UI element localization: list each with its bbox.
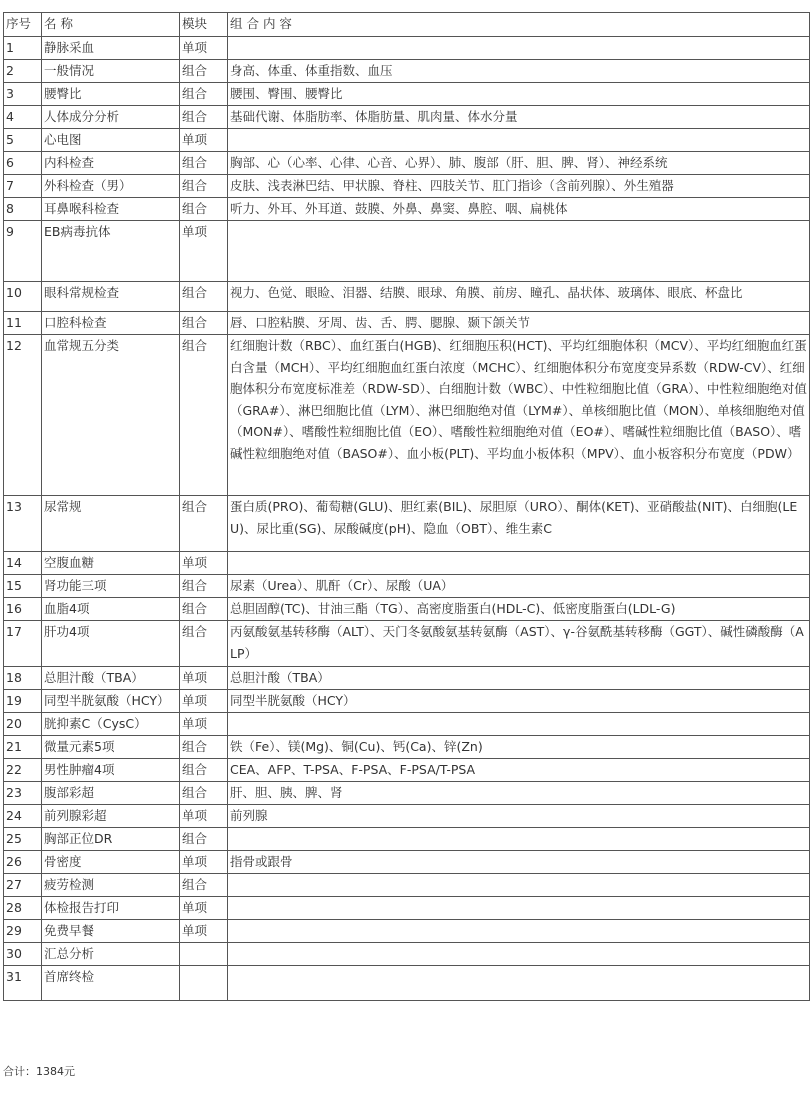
- cell-num: 10: [4, 282, 42, 312]
- cell-name: 前列腺彩超: [42, 805, 180, 828]
- cell-module: 组合: [180, 83, 228, 106]
- cell-content: [228, 966, 810, 1001]
- cell-num: 31: [4, 966, 42, 1001]
- table-row: [4, 621, 810, 667]
- table-row: [4, 828, 810, 851]
- table-row: [4, 312, 810, 335]
- cell-name: 腰臀比: [42, 83, 180, 106]
- cell-num: 6: [4, 152, 42, 175]
- cell-module: 单项: [180, 221, 228, 282]
- cell-content: 丙氨酸氨基转移酶（ALT）、天门冬氨酸氨基转氨酶（AST）、γ-谷氨酰基转移酶（GGT）、碱性磷酸酶（ALP）: [228, 621, 810, 667]
- cell-module: 组合: [180, 621, 228, 667]
- cell-name: 耳鼻喉科检查: [42, 198, 180, 221]
- header-module: 模块: [180, 13, 228, 37]
- table-row: [4, 736, 810, 759]
- table-row: [4, 966, 810, 1001]
- cell-name: 静脉采血: [42, 37, 180, 60]
- cell-num: 24: [4, 805, 42, 828]
- cell-content: 身高、体重、体重指数、血压: [228, 60, 810, 83]
- cell-module: 组合: [180, 312, 228, 335]
- cell-module: 组合: [180, 828, 228, 851]
- cell-content: 铁（Fe）、镁(Mg)、铜(Cu)、钙(Ca)、锌(Zn): [228, 736, 810, 759]
- cell-content: 视力、色觉、眼睑、泪器、结膜、眼球、角膜、前房、瞳孔、晶状体、玻璃体、眼底、杯盘比: [228, 282, 810, 312]
- cell-num: 15: [4, 575, 42, 598]
- cell-name: 眼科常规检查: [42, 282, 180, 312]
- cell-module: 组合: [180, 782, 228, 805]
- exam-package-table: [3, 12, 810, 1001]
- cell-module: 组合: [180, 60, 228, 83]
- cell-module: 组合: [180, 874, 228, 897]
- cell-content: [228, 897, 810, 920]
- cell-module: [180, 943, 228, 966]
- cell-num: 20: [4, 713, 42, 736]
- table-row: [4, 60, 810, 83]
- table-row: [4, 198, 810, 221]
- cell-name: 内科检查: [42, 152, 180, 175]
- cell-content: 皮肤、浅表淋巴结、甲状腺、脊柱、四肢关节、肛门指诊（含前列腺）、外生殖器: [228, 175, 810, 198]
- cell-module: 单项: [180, 713, 228, 736]
- cell-module: 组合: [180, 106, 228, 129]
- cell-num: 22: [4, 759, 42, 782]
- cell-content: 总胆汁酸（TBA）: [228, 667, 810, 690]
- cell-name: 体检报告打印: [42, 897, 180, 920]
- cell-num: 1: [4, 37, 42, 60]
- cell-num: 11: [4, 312, 42, 335]
- cell-name: 免费早餐: [42, 920, 180, 943]
- table-row: [4, 496, 810, 552]
- cell-num: 17: [4, 621, 42, 667]
- table-row: [4, 782, 810, 805]
- cell-name: 一般情况: [42, 60, 180, 83]
- cell-module: 单项: [180, 667, 228, 690]
- table-row: [4, 713, 810, 736]
- cell-module: 单项: [180, 552, 228, 575]
- cell-name: 同型半胱氨酸（HCY）: [42, 690, 180, 713]
- cell-num: 7: [4, 175, 42, 198]
- cell-num: 12: [4, 335, 42, 496]
- cell-name: 疲劳检测: [42, 874, 180, 897]
- cell-num: 14: [4, 552, 42, 575]
- cell-content: 腰围、臀围、腰臀比: [228, 83, 810, 106]
- cell-content: [228, 129, 810, 152]
- cell-name: 心电图: [42, 129, 180, 152]
- cell-name: 肾功能三项: [42, 575, 180, 598]
- cell-content: [228, 920, 810, 943]
- header-num: 序号: [4, 13, 42, 37]
- cell-module: [180, 966, 228, 1001]
- table-row: [4, 335, 810, 496]
- cell-num: 19: [4, 690, 42, 713]
- cell-content: 尿素（Urea）、肌酐（Cr）、尿酸（UA）: [228, 575, 810, 598]
- table-row: [4, 575, 810, 598]
- table-row: [4, 83, 810, 106]
- header-content: 组 合 内 容: [228, 13, 810, 37]
- cell-content: 基础代谢、体脂肪率、体脂肪量、肌肉量、体水分量: [228, 106, 810, 129]
- cell-module: 组合: [180, 575, 228, 598]
- cell-module: 单项: [180, 851, 228, 874]
- cell-content: [228, 943, 810, 966]
- cell-num: 26: [4, 851, 42, 874]
- cell-content: 唇、口腔粘膜、牙周、齿、舌、腭、腮腺、颞下颌关节: [228, 312, 810, 335]
- cell-module: 单项: [180, 690, 228, 713]
- cell-num: 5: [4, 129, 42, 152]
- cell-content: 红细胞计数（RBC）、血红蛋白(HGB)、红细胞压积(HCT)、平均红细胞体积（MCV）、平均红细胞血红蛋白含量（MCH）、平均红细胞血红蛋白浓度（MCHC）、红细胞体积分布宽度变异系数（RDW-CV）、红细胞体积分布宽度标准差（RDW-SD）、白细胞计数（WBC）、中性粒细胞比值（GRA）、中性粒细胞绝对值（GRA#）、淋巴细胞比值（LYM）、淋巴细胞绝对值（LYM#）、单核细胞比值（MON）、单核细胞绝对值（MON#）、嗜酸性粒细胞比值（EO）、嗜酸性粒细胞绝对值（EO#）、嗜碱性粒细胞比值（BASO）、嗜碱性粒细胞绝对值（BASO#）、血小板(PLT)、平均血小板体积（MPV）、血小板容积分布宽度（PDW）: [228, 335, 810, 496]
- cell-name: 总胆汁酸（TBA）: [42, 667, 180, 690]
- cell-content: [228, 713, 810, 736]
- cell-name: 血常规五分类: [42, 335, 180, 496]
- table-row: [4, 920, 810, 943]
- cell-content: [228, 552, 810, 575]
- cell-name: 尿常规: [42, 496, 180, 552]
- cell-content: 同型半胱氨酸（HCY）: [228, 690, 810, 713]
- cell-name: 肝功4项: [42, 621, 180, 667]
- cell-name: 外科检查（男）: [42, 175, 180, 198]
- cell-name: 胱抑素C（CysC）: [42, 713, 180, 736]
- table-row: [4, 667, 810, 690]
- cell-name: 腹部彩超: [42, 782, 180, 805]
- cell-name: 人体成分分析: [42, 106, 180, 129]
- cell-num: 8: [4, 198, 42, 221]
- cell-name: 骨密度: [42, 851, 180, 874]
- cell-name: EB病毒抗体: [42, 221, 180, 282]
- cell-name: 口腔科检查: [42, 312, 180, 335]
- cell-num: 28: [4, 897, 42, 920]
- cell-num: 18: [4, 667, 42, 690]
- table-row: [4, 690, 810, 713]
- cell-content: 肝、胆、胰、脾、肾: [228, 782, 810, 805]
- table-row: [4, 129, 810, 152]
- cell-num: 29: [4, 920, 42, 943]
- table-row: [4, 943, 810, 966]
- total-price: 合计：1384元: [3, 1065, 75, 1078]
- cell-module: 组合: [180, 335, 228, 496]
- table-header-row: [4, 13, 810, 37]
- table-row: [4, 152, 810, 175]
- cell-num: 2: [4, 60, 42, 83]
- cell-name: 微量元素5项: [42, 736, 180, 759]
- cell-content: [228, 874, 810, 897]
- cell-module: 单项: [180, 805, 228, 828]
- cell-num: 9: [4, 221, 42, 282]
- cell-content: 总胆固醇(TC)、甘油三酯（TG）、高密度脂蛋白(HDL-C)、低密度脂蛋白(LDL-G): [228, 598, 810, 621]
- cell-content: CEA、AFP、T-PSA、F-PSA、F-PSA/T-PSA: [228, 759, 810, 782]
- cell-num: 27: [4, 874, 42, 897]
- table-row: [4, 897, 810, 920]
- cell-num: 23: [4, 782, 42, 805]
- cell-content: [228, 828, 810, 851]
- cell-num: 3: [4, 83, 42, 106]
- cell-name: 血脂4项: [42, 598, 180, 621]
- table-row: [4, 759, 810, 782]
- cell-num: 16: [4, 598, 42, 621]
- table-row: [4, 805, 810, 828]
- cell-content: 前列腺: [228, 805, 810, 828]
- cell-num: 30: [4, 943, 42, 966]
- cell-name: 男性肿瘤4项: [42, 759, 180, 782]
- header-name: 名 称: [42, 13, 180, 37]
- cell-name: 空腹血糖: [42, 552, 180, 575]
- table-row: [4, 282, 810, 312]
- table-row: [4, 851, 810, 874]
- cell-module: 组合: [180, 198, 228, 221]
- cell-name: 汇总分析: [42, 943, 180, 966]
- cell-module: 组合: [180, 152, 228, 175]
- table-row: [4, 37, 810, 60]
- cell-module: 组合: [180, 759, 228, 782]
- cell-module: 组合: [180, 496, 228, 552]
- cell-num: 13: [4, 496, 42, 552]
- cell-module: 组合: [180, 175, 228, 198]
- cell-content: 胸部、心（心率、心律、心音、心界）、肺、腹部（肝、胆、脾、肾）、神经系统: [228, 152, 810, 175]
- cell-content: [228, 221, 810, 282]
- cell-name: 首席终检: [42, 966, 180, 1001]
- cell-module: 单项: [180, 37, 228, 60]
- table-row: [4, 221, 810, 282]
- table-row: [4, 175, 810, 198]
- cell-num: 21: [4, 736, 42, 759]
- table-row: [4, 106, 810, 129]
- cell-module: 组合: [180, 282, 228, 312]
- cell-name: 胸部正位DR: [42, 828, 180, 851]
- cell-num: 25: [4, 828, 42, 851]
- cell-content: 指骨或跟骨: [228, 851, 810, 874]
- cell-content: 听力、外耳、外耳道、鼓膜、外鼻、鼻窦、鼻腔、咽、扁桃体: [228, 198, 810, 221]
- table-row: [4, 598, 810, 621]
- cell-module: 单项: [180, 897, 228, 920]
- cell-module: 组合: [180, 736, 228, 759]
- cell-module: 单项: [180, 129, 228, 152]
- table-row: [4, 552, 810, 575]
- cell-module: 单项: [180, 920, 228, 943]
- table-row: [4, 874, 810, 897]
- cell-module: 组合: [180, 598, 228, 621]
- cell-content: [228, 37, 810, 60]
- cell-num: 4: [4, 106, 42, 129]
- cell-content: 蛋白质(PRO)、葡萄糖(GLU)、胆红素(BIL)、尿胆原（URO）、酮体(KET)、亚硝酸盐(NIT)、白细胞(LEU)、尿比重(SG)、尿酸碱度(pH)、隐血（OBT）、维生素C: [228, 496, 810, 552]
